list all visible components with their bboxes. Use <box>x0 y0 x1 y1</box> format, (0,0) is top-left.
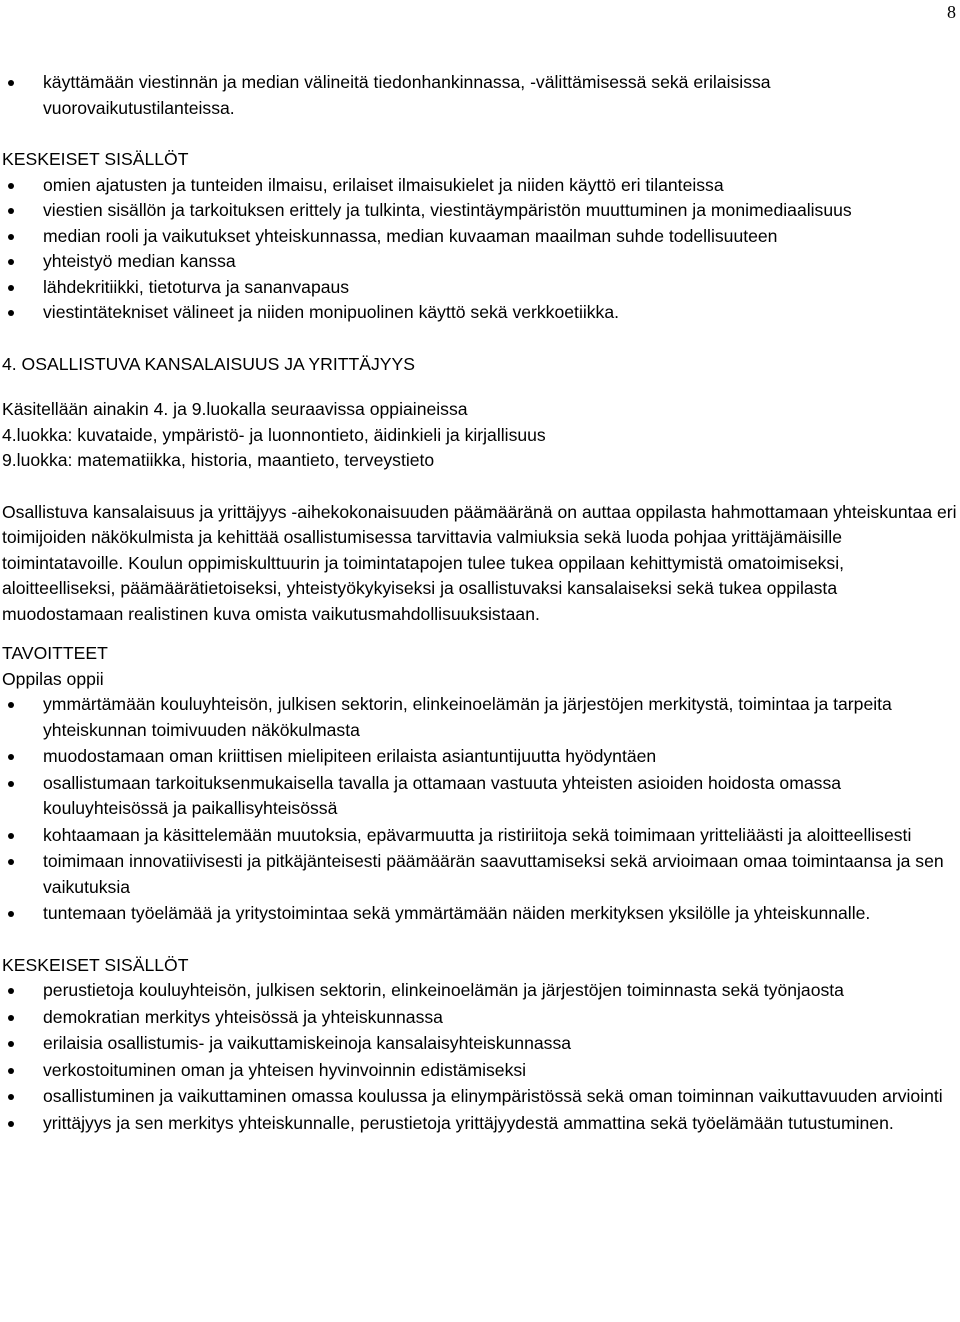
list-item: osallistumaan tarkoituksenmukaisella tavalla ja ottamaan vastuuta yhteisten asioiden hoidosta omassa kouluyhteisössä ja paikallisyhteisössä <box>2 771 957 822</box>
list-item: ymmärtämään kouluyhteisön, julkisen sektorin, elinkeinoelämän ja järjestöjen merkitystä, toimintaa ja tarpeita yhteiskunnan toimivuuden näkökulmasta <box>2 692 957 743</box>
list-item: tuntemaan työelämää ja yritystoimintaa sekä ymmärtämään näiden merkityksen yksilölle ja yhteiskunnalle. <box>2 901 957 927</box>
goals-intro: Oppilas oppii <box>2 668 104 689</box>
goals-heading: TAVOITTEET <box>2 643 108 663</box>
list-item: kohtaamaan ja käsittelemään muutoksia, epävarmuutta ja ristiriitoja sekä toimimaan yritteliäästi ja aloitteellisesti <box>2 823 957 849</box>
list-item: yhteistyö median kanssa <box>2 249 957 275</box>
goals-list <box>2 692 957 927</box>
list-item: osallistuminen ja vaikuttaminen omassa koulussa ja elinympäristössä sekä oman toiminnan vaikuttavuuden arviointi <box>2 1084 957 1110</box>
list-item: omien ajatusten ja tunteiden ilmaisu, erilaiset ilmaisukielet ja niiden käyttö eri tilanteissa <box>2 173 957 199</box>
section3-contents-list <box>2 173 957 326</box>
list-item: lähdekritiikki, tietoturva ja sananvapaus <box>2 275 957 301</box>
document-body <box>2 70 957 1136</box>
handled-line: Käsitellään ainakin 4. ja 9.luokalla seuraavissa oppiaineissa <box>2 399 468 419</box>
section3-contents-heading: KESKEISET SISÄLLÖT <box>2 149 189 169</box>
handled-line: 9.luokka: matematiikka, historia, maantieto, terveystieto <box>2 450 435 470</box>
list-item: muodostamaan oman kriittisen mielipiteen erilaista asiantuntijuutta hyödyntäen <box>2 744 957 770</box>
contents-heading: KESKEISET SISÄLLÖT <box>2 954 189 975</box>
intro-list <box>2 70 957 121</box>
section4-description: Osallistuva kansalaisuus ja yrittäjyys -aihekokonaisuuden päämääränä on auttaa oppilasta hahmottamaan yhteiskuntaa eri toimijoiden näkökulmista ja kehittää osallistumisessa tarvittavia valmiuksia sekä luoda pohjaa yrittäjämäisille toimintatavoille. Koulun oppimiskulttuurin ja toimintatapojen tulee tukea oppilaan kehittymistä omatoimiseksi, aloitteelliseksi, päämäärätietoiseksi, yhteistyökykyiseksi ja osallistuvaksi kansalaiseksi sekä tukea oppilasta muodostamaan realistinen kuva omista vaikutusmahdollisuuksistaan. <box>2 501 957 624</box>
list-item: erilaisia osallistumis- ja vaikuttamiskeinoja kansalaisyhteiskunnassa <box>2 1031 957 1057</box>
page-number: 8 <box>947 2 956 22</box>
list-item: toimimaan innovatiivisesti ja pitkäjänteisesti päämäärän saavuttamiseksi sekä arvioimaan omaa toimintaansa ja sen vaikutuksia <box>2 849 957 900</box>
list-item: perustietoja kouluyhteisön, julkisen sektorin, elinkeinoelämän ja järjestöjen toiminnasta sekä työnjaosta <box>2 978 957 1004</box>
list-item: käyttämään viestinnän ja median välineitä tiedonhankinnassa, -välittämisessä sekä erilaisissa vuorovaikutustilanteissa. <box>2 70 957 121</box>
list-item: median rooli ja vaikutukset yhteiskunnassa, median kuvaaman maailman suhde todellisuuteen <box>2 224 957 250</box>
handled-block <box>2 397 957 474</box>
handled-line: 4.luokka: kuvataide, ympäristö- ja luonnontieto, äidinkieli ja kirjallisuus <box>2 424 546 445</box>
list-item: demokratian merkitys yhteisössä ja yhteiskunnassa <box>2 1005 957 1031</box>
list-item: viestintätekniset välineet ja niiden monipuolinen käyttö sekä verkkoetiikka. <box>2 300 957 326</box>
list-item: verkostoituminen oman ja yhteisen hyvinvoinnin edistämiseksi <box>2 1058 957 1084</box>
list-item: viestien sisällön ja tarkoituksen erittely ja tulkinta, viestintäympäristön muuttuminen ja monimediaalisuus <box>2 198 957 224</box>
section4-title: 4. OSALLISTUVA KANSALAISUUS JA YRITTÄJYYS <box>2 353 415 374</box>
list-item: yrittäjyys ja sen merkitys yhteiskunnalle, perustietoja yrittäjyydestä ammattina sekä työelämään tutustuminen. <box>2 1111 957 1137</box>
contents-list <box>2 978 957 1136</box>
